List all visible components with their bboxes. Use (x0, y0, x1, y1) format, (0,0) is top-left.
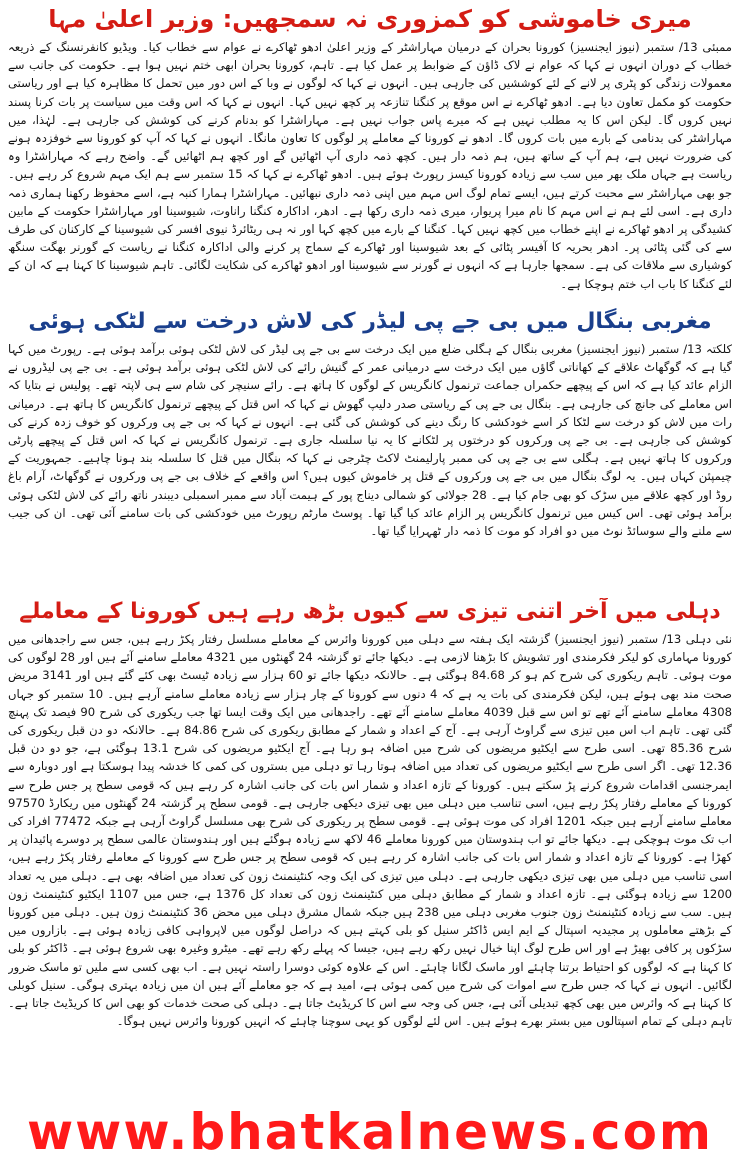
article-delhi-corona (8, 598, 732, 1078)
article-headline: مغربی بنگال میں بی جے پی لیڈر کی لاش درخت سے لٹکی ہوئی (28, 309, 712, 334)
article-headline: میری خاموشی کو کمزوری نہ سمجھیں: وزیر اعلیٰ مہا (48, 5, 692, 33)
article-body: کلکتہ 13/ ستمبر (نیوز ایجنسیز) مغربی بنگال کے ہگلی ضلع میں ایک درخت سے بی جے پی لیڈر کی لاش لٹکی ہوئی برآمد ہوئی ہے۔ رپورٹ میں کہا گیا ہے کہ گوگھاٹ علاقے کے کھاناتی گاؤں میں ایک درخت سے درمیانی عمر کے گنیش رائے کی لاش لٹکی ہوئی برآمد ہوئی ہے۔ بی جے پی لیڈروں نے الزام عائد کیا ہے کہ اس کے پیچھے حکمراں جماعت ترنمول کانگریس کے لوگوں کا ہاتھ ہے۔ رائے سنیچر کی شام سے ہی لاپتہ تھے۔ پولیس نے بتایا کہ اس معاملے کی جانچ کی جارہی ہے۔ بنگال بی جے پی کے ریاستی صدر دلیپ گھوش نے کہا کہ اس قتل کے پیچھے ترنمول کانگریس کا ہاتھ ہے۔ درمیانی رات میں لاش کو درخت سے لٹکا کر اسے خودکشی کا رنگ دینے کی کوشش کی گئی ہے۔ انہوں نے کہا کہ بی جے پی ورکروں کو خوف زدہ کرنے کی کوشش کی جارہی ہے۔ بی جے پی ورکروں کو درختوں پر لٹکانے کا یہ نیا سلسلہ جاری ہے۔ ترنمول کانگریس نے کہا کہ اس قتل کے پیچھے پارٹی ورکروں کا ہاتھ نہیں ہے۔ ہگلی سے بی جے پی کی ممبر پارلیمنٹ لاکٹ چٹرجی نے کہا کہ بنگال میں قتل کا سلسلہ بند ہونا چاہیے۔ جمہوریت کے چیمپئن کہاں ہیں۔ یہ لوگ بنگال میں بی جے پی ورکروں کے قتل پر خاموش کیوں ہیں؟ اس واقعے کے خلاف بی جے پی ورکروں نے گوگھاٹ، آرام باغ روڈ اور کچھ علاقے میں سڑک کو بھی جام کیا ہے۔ 28 جولائی کو شمالی دیناج پور کے ہیمت آباد سے ممبر اسمبلی دیبندر ناتھ رائے کی لاش لٹکی ہوئی برآمد ہوئی تھی۔ اس کیس میں ترنمول کانگریس پر الزام عائد کیا گیا تھا۔ پوسٹ مارٹم رپورٹ میں خودکشی کی بات سامنے آئی تھی۔ ان کی جیب سے ملنے والے سوسائڈ نوٹ میں دو افراد کو موت کا ذمہ دار ٹھہرایا گیا تھا۔ (8, 342, 732, 539)
article-uddhav-thackeray (8, 4, 732, 306)
article-bengal-bjp-leader (8, 308, 732, 596)
website-link[interactable]: www.bhatkalnews.com (26, 1103, 714, 1161)
article-body: نئی دہلی 13/ ستمبر (نیوز ایجنسیز) گزشتہ ایک ہفتہ سے دہلی میں کورونا وائرس کے معاملے مسلسل رفتار پکڑ رہے ہیں، جس سے راجدھانی میں کورونا مہاماری کو لیکر فکرمندی اور تشویش کا بڑھنا لازمی ہے۔ دیکھا جائے تو گزشتہ 24 گھنٹوں میں 4321 معاملے سامنے آئے ہیں اور 28 لوگوں کی موت ہوئی۔ تاہم ریکوری کی شرح کم ہو کر 84.68 ہوگئی ہے۔ حالانکہ دیکھا جائے تو 60 ہزار سے زیادہ ٹیسٹ بھی کئے گئے ہیں اور 3141 مریض صحت مند بھی ہوئے ہیں، لیکن فکرمندی کی بات یہ ہے کہ 4 دنوں سے کورونا کے چار ہزار سے زیادہ معاملے سامنے آرہے ہیں۔ 10 ستمبر کو جہاں 4308 معاملے سامنے آئے تھے تو اس سے قبل 4039 معاملے سامنے آئے تھے۔ راجدھانی میں ایک وقت ایسا تھا جب ریکوری کی شرح 90 فیصد تک پہنچ گئی تھی۔ تاہم اب اس میں تیزی سے گراوٹ آرہی ہے۔ آج کے اعداد و شمار کے مطابق ریکوری کی شرح 84.86 ہے۔ حالانکہ دو دن قبل ریکوری کی شرح 85.36 تھی۔ اسی طرح سے ایکٹیو مریضوں کی شرح میں اضافہ ہو رہا ہے۔ آج ایکٹیو مریضوں کی شرح 13.1 ہوگئی ہے، جو دو دن قبل 12.36 تھی۔ اگر اسی طرح سے ایکٹیو مریضوں کی تعداد میں اضافہ ہوتا رہا تو دہلی میں بستروں کی کمی کا خدشہ پیدا ہوسکتا ہے اور دوبارہ سے ایمرجنسی اقدامات شروع کرنے پڑ سکتے ہیں۔ کورونا کے تازہ اعداد و شمار اس بات کی جانب اشارہ کر رہے ہیں کہ قومی سطح پر جس طرح سے کورونا کے معاملے رفتار پکڑ رہے ہیں، اسی تناسب میں دہلی میں بھی تیزی دیکھی جارہی ہے۔ قومی سطح پر گزشتہ 24 گھنٹوں میں ریکارڈ 97570 معاملے سامنے آرہے ہیں جبکہ 1201 افراد کی موت ہوئی ہے۔ قومی سطح پر ریکوری کی شرح بھی مسلسل گراوٹ آرہی ہے جبکہ 77472 افراد کی اب تک موت ہوچکی ہے۔ دیکھا جائے تو اب ہندوستان میں کورونا معاملے 46 لاکھ سے زیادہ ہوگئے ہیں اور ہندوستان عالمی سطح پر دوسرے پائیدان پر کھڑا ہے۔ کورونا کے تازہ اعداد و شمار اس بات کی جانب اشارہ کر رہے ہیں کہ قومی سطح پر جس طرح سے کورونا کے معاملے رفتار پکڑ رہے ہیں، اسی تناسب میں دہلی میں بھی تیزی دیکھی جارہی ہے۔ دہلی میں تیزی کی ایک وجہ کنٹینمنٹ زون کی تعداد میں اضافہ بھی ہے۔ دہلی میں یہ تعداد 1200 سے زیادہ ہوگئی ہے۔ تازہ اعداد و شمار کے مطابق دہلی میں کنٹینمنٹ زون کی تعداد کل 1376 ہے، جس میں 1107 ایکٹیو کنٹینمنٹ زون ہیں۔ سب سے زیادہ کنٹینمنٹ زون جنوب مغربی دہلی میں 238 ہیں جبکہ شمال مشرق دہلی میں محض 36 کنٹینمنٹ زون ہیں۔ دہلی میں کورونا کے بڑھتے معاملوں پر مجیدیہ اسپتال کے ایم ایس ڈاکٹر سنیل کو بلی کہتے ہیں کہ دراصل لوگوں میں لاپرواہی کافی زیادہ ہوئی ہے۔ بازاروں میں سڑکوں پر کافی بھیڑ ہے اور اس طرح لوگ اپنا خیال نہیں رکھ رہے ہیں، جیسا کہ پہلے رکھ رہے تھے۔ میٹرو وغیرہ بھی شروع ہوئی ہے۔ ڈاکٹر کو بلی کا کہنا ہے کہ لوگوں کو احتیاط برتنا چاہئے اور ماسک لگانا چاہئے۔ اس کے علاوہ کوئی دوسرا راستہ نہیں ہے۔ اب بھی کسی سے ملیں تو ماسک ضرور لگائیں۔ انہوں نے کہا کہ جس طرح سے اموات کی شرح میں کمی ہوئی ہے، امید ہے کہ جو معاملے آئے ہیں ان میں زیادہ بہتری ہوگی۔ سنیل کوبلی کا کہنا ہے کہ وائرس میں بھی کچھ تبدیلی آئی ہے، جس کی وجہ سے اس کا کریڈیٹ جاتا ہے۔ دہلی کی صحت خدمات کو بھی اس کا کریڈیٹ جاتا ہے۔ تاہم دہلی کے تمام اسپتالوں میں بستر بھرے ہوئے ہیں۔ اس لئے لوگوں کو یہی سوچنا چاہئے کہ انہیں کورونا وائرس نہیں ہوگا۔ (8, 632, 732, 1029)
article-body: ممبئی 13/ ستمبر (نیوز ایجنسیز) کورونا بحران کے درمیان مہاراشٹر کے وزیر اعلیٰ ادھو ٹھاکرے نے عوام سے خطاب کیا۔ ویڈیو کانفرنسنگ کے ذریعہ خطاب کے دوران انہوں نے کہا کہ عوام نے لاک ڈاؤن کے ضوابط پر عمل کیا ہے۔ تاہم، کورونا بحران ابھی ختم نہیں ہوا ہے۔ حکومت کی جانب سے معمولات زندگی کو پٹری پر لانے کے لئے کوششیں کی جارہی ہیں۔ انہوں نے کہا کہ لوگوں نے وبا کے اس دور میں تحمل کا مظاہرہ کیا ہے اور ریاستی حکومت کو مکمل تعاون دیا ہے۔ ادھو ٹھاکرے نے اس موقع پر کنگنا تنازعہ پر کچھ نہیں کہا۔ انہوں نے کہا کہ اس وقت میں سیاست پر بات کرنا پسند نہیں کروں گا۔ لیکن اس کا یہ مطلب نہیں ہے کہ میرے پاس جواب نہیں ہے۔ مہاراشٹرا کو بدنام کرنے کی کوشش کی جارہی ہے۔ لہٰذا، میں مہاراشٹر کی بدنامی کے بارے میں بات کروں گا۔ ادھو نے کورونا کے معاملے پر لوگوں کا تعاون مانگا۔ انہوں نے کہا کہ آپ کو کورونا سے خوفزدہ ہونے کی ضرورت نہیں ہے، ہم آپ کے ساتھ ہیں، ہم ذمہ دار ہیں۔ کچھ ذمہ داری آپ اٹھائیں گے اور کچھ ہم اٹھائیں گے۔ واضح رہے کہ مہاراشٹرا وہ ریاست ہے جہاں ملک بھر میں سب سے زیادہ کورونا کیسز رپورٹ ہوئے ہیں۔ ادھو ٹھاکرے نے کہا کہ 15 ستمبر سے ہم ایک مہم شروع کر رہے ہیں۔ جو بھی مہاراشٹر سے محبت کرتے ہیں، ایسے تمام لوگ اس مہم میں اپنی ذمہ داری نبھائیں۔ مہاراشٹرا ہمارا کنبہ ہے، اسے محفوظ رکھنا ہماری ذمہ داری ہے۔ اسی لئے ہم نے اس مہم کا نام میرا پریوار، میری ذمہ داری رکھا ہے۔ ادھر، اداکارہ کنگنا راناوت، شیوسینا اور مہاراشٹرا حکومت کے مابین کشیدگی پر ادھو ٹھاکرے نے اپنے خطاب میں کچھ نہیں کہا۔ کنگنا کے بارے میں کچھ کہا اور نہ ہی ریٹائرڈ نیوی افسر کی شیوسینا کے کارکنان کی طرف سے کی گئی پٹائی پر۔ ادھر بحریہ کا آفیسر پٹائی کے بعد شیوسینا اور ٹھاکرے کے سماج پر کرنے والی اداکارہ کنگنا نے ریاست کے گورنر بھگت سنگھ کوشیاری سے ملاقات کی ہے۔ سمجھا جارہا ہے کہ انہوں نے گورنر سے شیوسینا اور ادھو ٹھاکرے کی شکایت لگائی۔ تاہم شیوسینا کا کہنا ہے کہ ان کے لئے کنگنا کا باب اب ختم ہوچکا ہے۔ (8, 40, 732, 291)
article-headline: دہلی میں آخر اتنی تیزی سے کیوں بڑھ رہے ہیں کورونا کے معاملے (19, 599, 721, 624)
site-footer (0, 1104, 740, 1160)
